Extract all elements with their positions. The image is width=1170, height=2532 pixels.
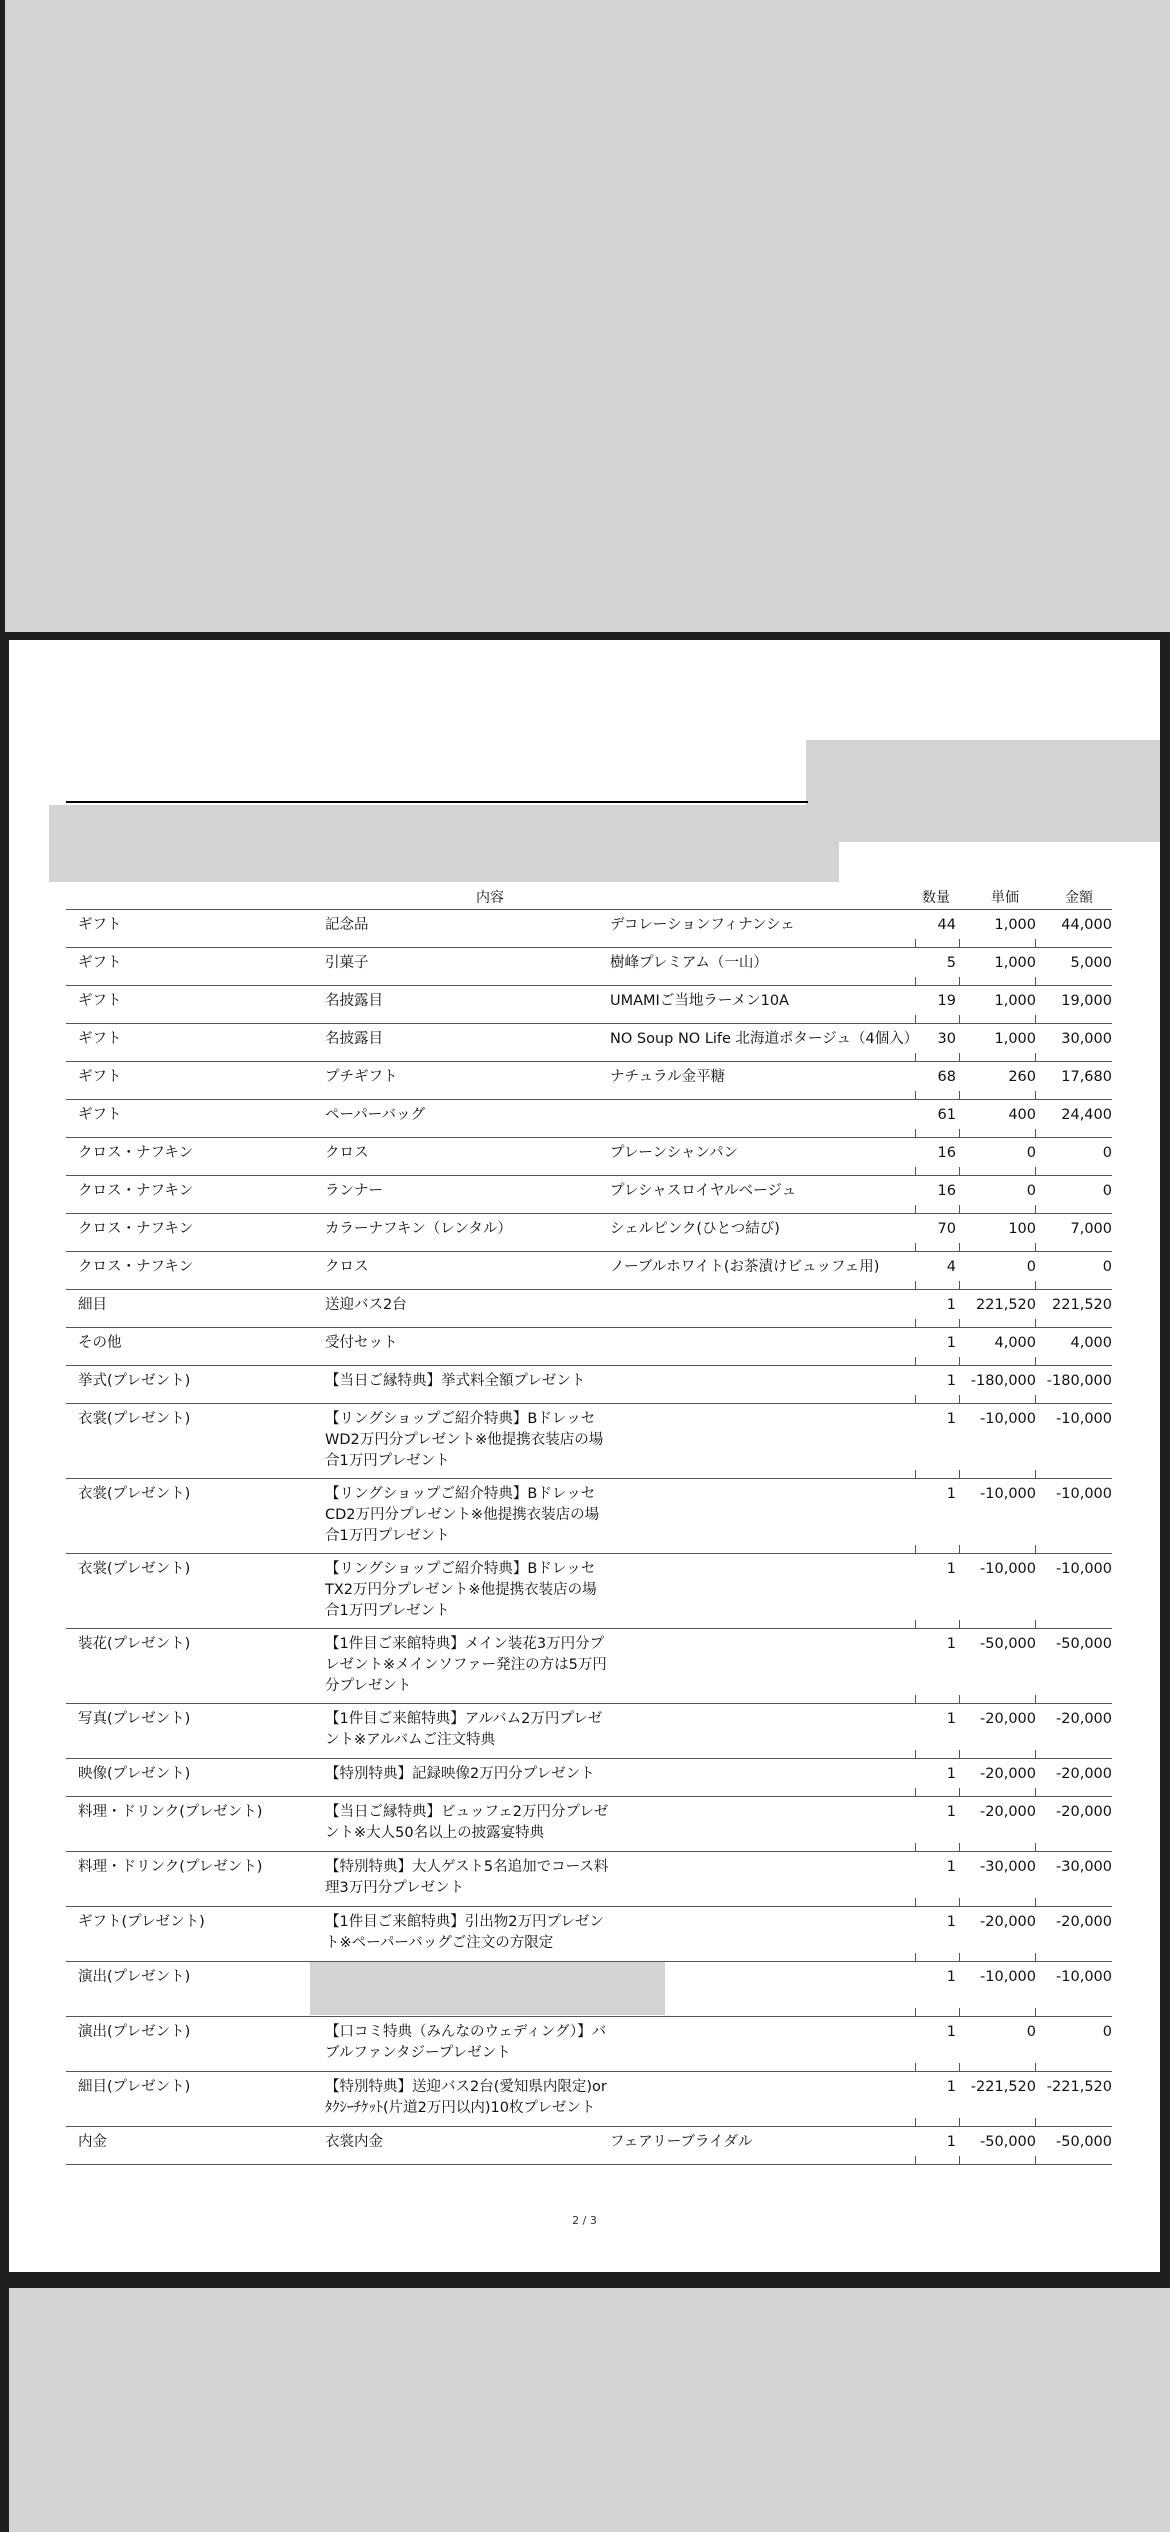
row-category: ギフト(プレゼント) (78, 1914, 205, 1930)
row-amount: -180,000 (1046, 1373, 1112, 1389)
cell-divider-tick (959, 2063, 960, 2071)
row-qty: 1 (946, 1969, 956, 1985)
cell-divider-tick (915, 1695, 916, 1703)
row-category: 内金 (78, 2134, 107, 2150)
cell-divider-tick (915, 1620, 916, 1628)
cell-divider-tick (1035, 1205, 1036, 1213)
row-amount: -50,000 (1056, 1636, 1112, 1652)
row-qty: 44 (937, 917, 956, 933)
row-amount: 4,000 (1070, 1335, 1112, 1351)
table-row (66, 986, 1112, 1024)
row-unit-price: 1,000 (994, 993, 1036, 1009)
cell-divider-tick (1035, 2156, 1036, 2164)
row-item: カラーナフキン（レンタル） (325, 1221, 512, 1237)
row-amount: -10,000 (1056, 1486, 1112, 1502)
cell-divider-tick (1035, 1620, 1036, 1628)
cell-divider-tick (959, 1091, 960, 1099)
redacted-top-area (5, 0, 1170, 632)
row-detail: フェアリーブライダル (610, 2134, 753, 2150)
row-detail: 樹峰プレミアム（一山） (610, 955, 768, 971)
cell-divider-tick (959, 1053, 960, 1061)
row-category: クロス・ナフキン (78, 1259, 194, 1275)
row-item: 【リングショップご紹介特典】Bドレッセ WD2万円分プレゼント※他提携衣装店の場合1万円プレゼント (325, 1411, 604, 1469)
redacted-item-text (310, 1962, 665, 2015)
row-category: 衣裳(プレゼント) (78, 1486, 191, 1502)
row-qty: 1 (946, 1486, 956, 1502)
row-category: クロス・ナフキン (78, 1145, 194, 1161)
cell-divider-tick (915, 1319, 916, 1327)
cell-divider-tick (959, 977, 960, 985)
cell-divider-tick (959, 2156, 960, 2164)
row-category: その他 (78, 1335, 122, 1351)
row-qty: 1 (946, 1335, 956, 1351)
cell-divider-tick (959, 1167, 960, 1175)
row-unit-price: 260 (1008, 1069, 1036, 1085)
cell-divider-tick (915, 1015, 916, 1023)
cell-divider-tick (1035, 1843, 1036, 1851)
redacted-header-block (806, 740, 1160, 842)
cell-divider-tick (959, 1695, 960, 1703)
table-row (66, 1554, 1112, 1629)
page-number: 2 / 3 (572, 2214, 597, 2227)
row-amount: 0 (1102, 1259, 1112, 1275)
row-item: 【特別特典】記録映像2万円分プレゼント (325, 1766, 595, 1782)
row-qty: 1 (946, 2134, 956, 2150)
row-unit-price: -10,000 (980, 1411, 1036, 1427)
row-amount: -221,520 (1046, 2079, 1112, 2095)
table-row (66, 2017, 1112, 2072)
cell-divider-tick (959, 1243, 960, 1251)
table-row (66, 1404, 1112, 1479)
cell-divider-tick (915, 1788, 916, 1796)
row-qty: 4 (946, 1259, 956, 1275)
cell-divider-tick (959, 1898, 960, 1906)
cell-divider-tick (959, 1953, 960, 1961)
row-category: ギフト (78, 993, 122, 1009)
row-unit-price: -50,000 (980, 2134, 1036, 2150)
table-row (66, 1852, 1112, 1907)
row-item: クロス (325, 1145, 369, 1161)
header-content: 内容 (476, 890, 504, 906)
row-unit-price: -20,000 (980, 1766, 1036, 1782)
row-item: プチギフト (325, 1069, 398, 1085)
row-qty: 1 (946, 1636, 956, 1652)
row-amount: 17,680 (1061, 1069, 1112, 1085)
row-amount: 5,000 (1070, 955, 1112, 971)
row-category: クロス・ナフキン (78, 1183, 194, 1199)
row-unit-price: 400 (1008, 1107, 1036, 1123)
cell-divider-tick (915, 1395, 916, 1403)
cell-divider-tick (1035, 1898, 1036, 1906)
row-amount: -20,000 (1056, 1804, 1112, 1820)
cell-divider-tick (915, 1167, 916, 1175)
row-item: 名披露目 (325, 993, 383, 1009)
row-unit-price: 1,000 (994, 917, 1036, 933)
row-amount: 221,520 (1052, 1297, 1112, 1313)
table-row (66, 1328, 1112, 1366)
row-unit-price: 1,000 (994, 955, 1036, 971)
row-unit-price: -20,000 (980, 1914, 1036, 1930)
cell-divider-tick (915, 1357, 916, 1365)
row-item: ペーパーバッグ (325, 1107, 426, 1123)
cell-divider-tick (915, 939, 916, 947)
cell-divider-tick (1035, 2118, 1036, 2126)
cell-divider-tick (1035, 2063, 1036, 2071)
row-unit-price: -20,000 (980, 1711, 1036, 1727)
table-row (66, 948, 1112, 986)
header-rule (66, 801, 808, 803)
row-category: 細目 (78, 1297, 107, 1313)
redacted-address-block (49, 805, 839, 882)
table-row (66, 910, 1112, 948)
row-unit-price: -10,000 (980, 1561, 1036, 1577)
row-unit-price: -10,000 (980, 1486, 1036, 1502)
row-qty: 5 (946, 955, 956, 971)
cell-divider-tick (1035, 1319, 1036, 1327)
row-item: 【1件目ご来館特典】アルバム2万円プレゼント※アルバムご注文特典 (325, 1711, 603, 1748)
row-category: 挙式(プレゼント) (78, 1373, 191, 1389)
row-qty: 1 (946, 1561, 956, 1577)
row-qty: 30 (937, 1031, 956, 1047)
row-unit-price: 0 (1026, 1259, 1036, 1275)
header-qty: 数量 (922, 890, 950, 906)
row-unit-price: 1,000 (994, 1031, 1036, 1047)
row-item: 受付セット (325, 1335, 398, 1351)
cell-divider-tick (915, 1205, 916, 1213)
row-item: ランナー (325, 1183, 383, 1199)
cell-divider-tick (1035, 1243, 1036, 1251)
row-qty: 1 (946, 1711, 956, 1727)
row-item: 【リングショップご紹介特典】Bドレッセ TX2万円分プレゼント※他提携衣装店の場合1万円プレゼント (325, 1561, 597, 1619)
table-row (66, 2072, 1112, 2127)
row-amount: 0 (1102, 1183, 1112, 1199)
row-qty: 19 (937, 993, 956, 1009)
cell-divider-tick (1035, 2008, 1036, 2016)
cell-divider-tick (959, 1750, 960, 1758)
row-item: 【特別特典】大人ゲスト5名追加でコース料理3万円分プレゼント (325, 1859, 609, 1896)
table-row (66, 1214, 1112, 1252)
cell-divider-tick (915, 2118, 916, 2126)
row-amount: -20,000 (1056, 1914, 1112, 1930)
row-category: 衣裳(プレゼント) (78, 1411, 191, 1427)
cell-divider-tick (915, 1053, 916, 1061)
cell-divider-tick (1035, 939, 1036, 947)
row-amount: 30,000 (1061, 1031, 1112, 1047)
cell-divider-tick (959, 1357, 960, 1365)
row-unit-price: -50,000 (980, 1636, 1036, 1652)
cell-divider-tick (915, 977, 916, 985)
row-item: 【特別特典】送迎バス2台(愛知県内限定)orﾀｸｼｰﾁｹｯﾄ(片道2万円以内)10枚プレゼント (325, 2079, 607, 2116)
cell-divider-tick (959, 1470, 960, 1478)
row-qty: 16 (937, 1145, 956, 1161)
row-category: 料理・ドリンク(プレゼント) (78, 1804, 263, 1820)
cell-divider-tick (959, 2118, 960, 2126)
row-amount: -50,000 (1056, 2134, 1112, 2150)
row-qty: 1 (946, 2079, 956, 2095)
row-category: 演出(プレゼント) (78, 2024, 191, 2040)
cell-divider-tick (1035, 1091, 1036, 1099)
cell-divider-tick (1035, 1750, 1036, 1758)
row-detail: プレシャスロイヤルベージュ (610, 1183, 797, 1199)
row-detail: ノーブルホワイト(お茶漬けビュッフェ用) (610, 1259, 880, 1275)
row-qty: 1 (946, 1373, 956, 1389)
cell-divider-tick (915, 2063, 916, 2071)
row-item: 【当日ご縁特典】ビュッフェ2万円分プレゼント※大人50名以上の披露宴特典 (325, 1804, 609, 1841)
cell-divider-tick (915, 1129, 916, 1137)
row-category: ギフト (78, 1031, 122, 1047)
row-unit-price: 0 (1026, 2024, 1036, 2040)
cell-divider-tick (1035, 1695, 1036, 1703)
table-row (66, 1252, 1112, 1290)
row-category: ギフト (78, 1069, 122, 1085)
row-item: 【口コミ特典（みんなのウェディング）】バブルファンタジープレゼント (325, 2024, 607, 2061)
table-row (66, 1366, 1112, 1404)
row-item: 衣裳内金 (325, 2134, 383, 2150)
row-amount: 0 (1102, 1145, 1112, 1161)
row-unit-price: -20,000 (980, 1804, 1036, 1820)
cell-divider-tick (915, 1953, 916, 1961)
cell-divider-tick (959, 1788, 960, 1796)
row-category: 料理・ドリンク(プレゼント) (78, 1859, 263, 1875)
row-item: 【1件目ご来館特典】引出物2万円プレゼント※ペーパーバッグご注文の方限定 (325, 1914, 604, 1951)
row-detail: デコレーションフィナンシェ (610, 917, 795, 933)
table-header (66, 885, 1112, 910)
cell-divider-tick (959, 1015, 960, 1023)
cell-divider-tick (915, 1470, 916, 1478)
row-unit-price: 4,000 (994, 1335, 1036, 1351)
cell-divider-tick (959, 1395, 960, 1403)
cell-divider-tick (959, 939, 960, 947)
row-qty: 1 (946, 1297, 956, 1313)
row-item: クロス (325, 1259, 369, 1275)
table-row (66, 1100, 1112, 1138)
row-category: 演出(プレゼント) (78, 1969, 191, 1985)
cell-divider-tick (915, 1243, 916, 1251)
row-unit-price: -180,000 (970, 1373, 1036, 1389)
cell-divider-tick (1035, 1953, 1036, 1961)
row-detail: プレーンシャンパン (610, 1145, 738, 1161)
row-category: 細目(プレゼント) (78, 2079, 191, 2095)
row-detail: シェルピンク(ひとつ結び) (610, 1221, 780, 1237)
table-row (66, 1962, 1112, 2017)
cell-divider-tick (959, 1545, 960, 1553)
row-amount: 24,400 (1061, 1107, 1112, 1123)
row-unit-price: -221,520 (970, 2079, 1036, 2095)
cell-divider-tick (1035, 1357, 1036, 1365)
row-amount: -20,000 (1056, 1711, 1112, 1727)
row-detail: ナチュラル金平糖 (610, 1069, 726, 1085)
row-qty: 16 (937, 1183, 956, 1199)
row-qty: 1 (946, 1859, 956, 1875)
row-item: 名披露目 (325, 1031, 383, 1047)
row-qty: 1 (946, 1766, 956, 1782)
row-detail: UMAMIご当地ラーメン10A (610, 993, 789, 1009)
document-page (9, 640, 1160, 2272)
row-unit-price: 221,520 (976, 1297, 1036, 1313)
row-qty: 61 (937, 1107, 956, 1123)
cell-divider-tick (915, 1545, 916, 1553)
cell-divider-tick (1035, 1395, 1036, 1403)
row-item: 引菓子 (325, 955, 369, 971)
row-amount: -20,000 (1056, 1766, 1112, 1782)
cell-divider-tick (915, 1281, 916, 1289)
row-detail: NO Soup NO Life 北海道ポタージュ（4個入） (610, 1031, 919, 1047)
cell-divider-tick (1035, 1470, 1036, 1478)
cell-divider-tick (1035, 1788, 1036, 1796)
header-unit-price: 単価 (991, 890, 1019, 906)
cell-divider-tick (915, 1898, 916, 1906)
cell-divider-tick (959, 1205, 960, 1213)
cell-divider-tick (1035, 1053, 1036, 1061)
row-category: ギフト (78, 1107, 122, 1123)
cell-divider-tick (1035, 1281, 1036, 1289)
row-category: クロス・ナフキン (78, 1221, 194, 1237)
row-qty: 1 (946, 1914, 956, 1930)
row-category: 衣裳(プレゼント) (78, 1561, 191, 1577)
cell-divider-tick (959, 1281, 960, 1289)
row-item: 【リングショップご紹介特典】Bドレッセ CD2万円分プレゼント※他提携衣装店の場合1万円プレゼント (325, 1486, 600, 1544)
cell-divider-tick (959, 2008, 960, 2016)
cell-divider-tick (915, 1750, 916, 1758)
row-category: 映像(プレゼント) (78, 1766, 191, 1782)
table-row (66, 1907, 1112, 1962)
table-row (66, 1138, 1112, 1176)
row-unit-price: 0 (1026, 1183, 1036, 1199)
table-row (66, 1479, 1112, 1554)
row-unit-price: -10,000 (980, 1969, 1036, 1985)
cell-divider-tick (1035, 977, 1036, 985)
row-item: 【1件目ご来館特典】メイン装花3万円分プレゼント※メインソファー発注の方は5万円分プレゼント (325, 1636, 607, 1694)
row-unit-price: 0 (1026, 1145, 1036, 1161)
table-row (66, 1759, 1112, 1797)
table-row (66, 1024, 1112, 1062)
cell-divider-tick (1035, 1015, 1036, 1023)
row-amount: 19,000 (1061, 993, 1112, 1009)
row-item: 送迎バス2台 (325, 1297, 407, 1313)
row-amount: 44,000 (1061, 917, 1112, 933)
row-item: 記念品 (325, 917, 369, 933)
table-row (66, 2127, 1112, 2165)
row-unit-price: -30,000 (980, 1859, 1036, 1875)
row-amount: 0 (1102, 2024, 1112, 2040)
cell-divider-tick (915, 2156, 916, 2164)
table-row (66, 1290, 1112, 1328)
cell-divider-tick (959, 1620, 960, 1628)
row-category: 写真(プレゼント) (78, 1711, 191, 1727)
cell-divider-tick (959, 1843, 960, 1851)
row-amount: -10,000 (1056, 1411, 1112, 1427)
cell-divider-tick (915, 1843, 916, 1851)
cell-divider-tick (1035, 1167, 1036, 1175)
row-amount: -10,000 (1056, 1969, 1112, 1985)
cell-divider-tick (959, 1319, 960, 1327)
header-amount: 金額 (1065, 890, 1093, 906)
table-row (66, 1629, 1112, 1704)
row-item: 【当日ご縁特典】挙式料全額プレゼント (325, 1373, 586, 1389)
row-qty: 1 (946, 2024, 956, 2040)
row-amount: -30,000 (1056, 1859, 1112, 1875)
row-category: ギフト (78, 955, 122, 971)
table-row (66, 1704, 1112, 1759)
redacted-bottom-area (9, 2288, 1170, 2532)
row-category: 装花(プレゼント) (78, 1636, 191, 1652)
cell-divider-tick (915, 2008, 916, 2016)
row-unit-price: 100 (1008, 1221, 1036, 1237)
cell-divider-tick (915, 1091, 916, 1099)
row-qty: 1 (946, 1411, 956, 1427)
table-row (66, 1176, 1112, 1214)
row-amount: -10,000 (1056, 1561, 1112, 1577)
cell-divider-tick (1035, 1129, 1036, 1137)
cell-divider-tick (959, 1129, 960, 1137)
estimate-table (66, 885, 1112, 2165)
row-category: ギフト (78, 917, 122, 933)
row-qty: 1 (946, 1804, 956, 1820)
cell-divider-tick (1035, 1545, 1036, 1553)
row-qty: 70 (937, 1221, 956, 1237)
row-amount: 7,000 (1070, 1221, 1112, 1237)
table-row (66, 1797, 1112, 1852)
table-row (66, 1062, 1112, 1100)
row-qty: 68 (937, 1069, 956, 1085)
